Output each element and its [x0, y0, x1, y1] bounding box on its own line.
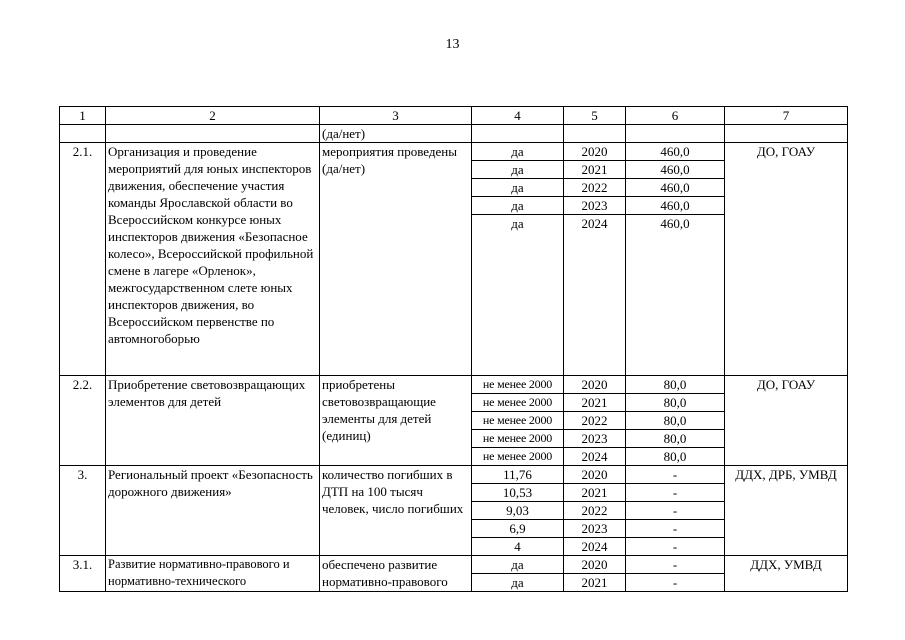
value-cell: 6,9: [472, 520, 564, 538]
funding-cell: -: [626, 502, 725, 520]
year-cell: 2022: [564, 502, 626, 520]
year-cell: 2021: [564, 484, 626, 502]
row-indicator: обеспечено развитие нормативно-правового: [320, 556, 472, 592]
funding-cell: 80,0: [626, 376, 725, 394]
year-cell: 2024: [564, 215, 626, 376]
row-executor: ДО, ГОАУ: [725, 376, 848, 466]
funding-cell: 80,0: [626, 412, 725, 430]
row-name: Развитие нормативно-правового и нормативно-технического: [106, 556, 320, 592]
row-name: Приобретение световозвращающих элементов для детей: [106, 376, 320, 466]
year-cell: 2023: [564, 197, 626, 215]
funding-cell: 460,0: [626, 161, 725, 179]
header-row: [60, 107, 848, 125]
value-cell: да: [472, 179, 564, 197]
year-cell: 2022: [564, 412, 626, 430]
year-cell: 2021: [564, 161, 626, 179]
value-cell: да: [472, 574, 564, 592]
value-cell: 11,76: [472, 466, 564, 484]
funding-cell: -: [626, 466, 725, 484]
continuation-indicator: (да/нет): [320, 125, 472, 143]
program-table: [59, 106, 848, 592]
table-row: [60, 556, 848, 574]
header-col-6: 6: [626, 107, 725, 125]
year-cell: 2023: [564, 520, 626, 538]
year-cell: 2020: [564, 466, 626, 484]
year-cell: 2020: [564, 376, 626, 394]
funding-cell: 460,0: [626, 143, 725, 161]
value-cell: не менее 2000: [472, 448, 564, 466]
value-cell: да: [472, 161, 564, 179]
value-cell: 9,03: [472, 502, 564, 520]
row-number: 3.: [60, 466, 106, 556]
continuation-row: [60, 125, 848, 143]
row-executor: ДО, ГОАУ: [725, 143, 848, 376]
funding-cell: 460,0: [626, 179, 725, 197]
funding-cell: -: [626, 574, 725, 592]
row-indicator: количество погибших в ДТП на 100 тысяч человек, число погибших: [320, 466, 472, 556]
funding-cell: 460,0: [626, 197, 725, 215]
row-number: 2.1.: [60, 143, 106, 376]
header-col-4: 4: [472, 107, 564, 125]
funding-cell: -: [626, 538, 725, 556]
year-cell: 2023: [564, 430, 626, 448]
row-name: Региональный проект «Безопасность дорожного движения»: [106, 466, 320, 556]
value-cell: 10,53: [472, 484, 564, 502]
table-row: [60, 143, 848, 161]
value-cell: да: [472, 215, 564, 376]
header-col-7: 7: [725, 107, 848, 125]
row-executor: ДДХ, ДРБ, УМВД: [725, 466, 848, 556]
year-cell: 2024: [564, 538, 626, 556]
row-indicator: приобретены световозвращающие элементы для детей (единиц): [320, 376, 472, 466]
funding-cell: -: [626, 556, 725, 574]
funding-cell: 460,0: [626, 215, 725, 376]
year-cell: 2024: [564, 448, 626, 466]
value-cell: не менее 2000: [472, 430, 564, 448]
row-indicator: мероприятия проведены (да/нет): [320, 143, 472, 376]
header-col-5: 5: [564, 107, 626, 125]
funding-cell: -: [626, 520, 725, 538]
value-cell: не менее 2000: [472, 394, 564, 412]
year-cell: 2021: [564, 394, 626, 412]
header-col-1: 1: [60, 107, 106, 125]
row-number: 2.2.: [60, 376, 106, 466]
header-col-2: 2: [106, 107, 320, 125]
funding-cell: 80,0: [626, 448, 725, 466]
value-cell: 4: [472, 538, 564, 556]
row-number: 3.1.: [60, 556, 106, 592]
value-cell: да: [472, 556, 564, 574]
page-number: 13: [445, 37, 460, 52]
value-cell: не менее 2000: [472, 376, 564, 394]
year-cell: 2020: [564, 556, 626, 574]
value-cell: да: [472, 143, 564, 161]
year-cell: 2020: [564, 143, 626, 161]
funding-cell: 80,0: [626, 394, 725, 412]
row-name: Организация и проведение мероприятий для юных инспекторов движения, обеспечение участия команды Ярославской области во Всероссийском конкурсе юных инспекторов движения «Безопасное колесо», Всероссийской профильной смене в лагере «Орленок», межгосударственном слете юных инспекторов движения, во Всероссийском первенстве по автомногоборью: [106, 143, 320, 376]
value-cell: да: [472, 197, 564, 215]
table-row: [60, 376, 848, 394]
value-cell: не менее 2000: [472, 412, 564, 430]
funding-cell: -: [626, 484, 725, 502]
funding-cell: 80,0: [626, 430, 725, 448]
year-cell: 2022: [564, 179, 626, 197]
header-col-3: 3: [320, 107, 472, 125]
year-cell: 2021: [564, 574, 626, 592]
row-executor: ДДХ, УМВД: [725, 556, 848, 592]
table-row: [60, 466, 848, 484]
